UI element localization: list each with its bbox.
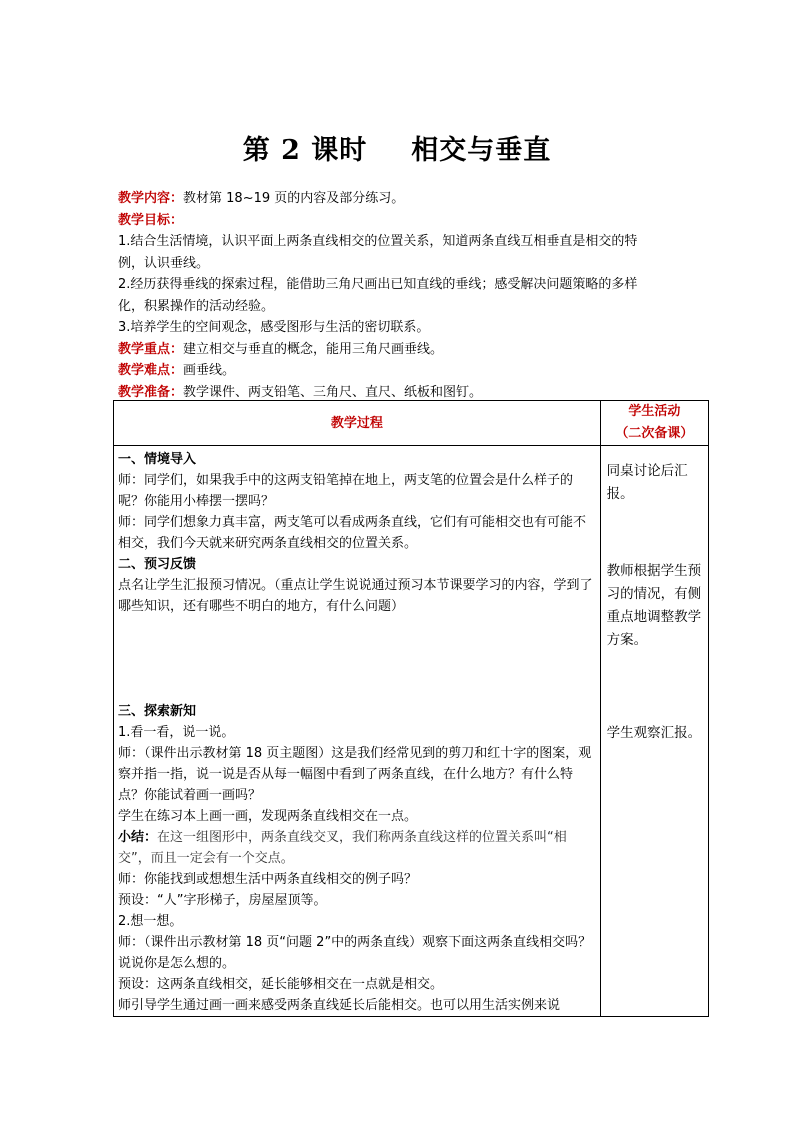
side-note-2: 教师根据学生预习的情况，有侧重点地调整教学方案。	[606, 563, 702, 648]
difficulty-text: 画垂线。	[183, 363, 236, 378]
goal-1-line-1: 1.结合生活情境，认识平面上两条直线相交的位置关系，知道两条直线互相垂直是相交的特	[118, 234, 638, 249]
header-student-activity	[600, 401, 708, 446]
goals-row	[118, 210, 698, 232]
header-teaching-process: 教学过程	[114, 401, 601, 446]
lesson-topic: 相交与垂直	[411, 135, 552, 166]
page-title	[0, 128, 794, 167]
table-body-row	[114, 446, 709, 1017]
section-3-summary	[118, 827, 596, 869]
section-1-paragraph-1: 师：同学们，如果我手中的这两支铅笔掉在地上，两支笔的位置会是什么样子的呢？你能用小棒摆一摆吗？	[118, 473, 574, 509]
content-label: 教学内容：	[118, 191, 184, 206]
section-3-paragraph-3: 学生在练习本上画一画，发现两条直线相交在一点。	[118, 809, 418, 824]
section-3-paragraph-7: 师：（课件出示教材第 18 页“问题 2”中的两条直线）观察下面这两条直线相交吗？说说你是怎么想的。	[118, 935, 592, 971]
difficulty-label: 教学难点：	[118, 363, 184, 378]
goals-label: 教学目标：	[118, 212, 184, 228]
section-3-paragraph-5: 预设：“人”字形梯子，房屋屋顶等。	[118, 893, 327, 908]
section-3-paragraph-1: 1.看一看，说一说。	[118, 725, 235, 740]
student-activity-cell	[600, 446, 708, 1017]
goal-2-line-1: 2.经历获得垂线的探索过程，能借助三角尺画出已知直线的垂线；感受解决问题策略的多样	[118, 277, 638, 292]
header-side-line-2: （二次备课）	[615, 426, 694, 441]
side-note-3: 学生观察汇报。	[606, 725, 702, 741]
section-3-paragraph-2: 师：（课件出示教材第 18 页主题图）这是我们经常见到的剪刀和红十字的图案，观察并指一指，说一说是否从每一幅图中看到了两条直线，在什么地方？有什么特点？你能试着画一画吗？	[118, 746, 592, 803]
lesson-number: 第 2 课时	[242, 135, 368, 166]
header-side-line-1: 学生活动	[628, 404, 681, 419]
key-text: 建立相交与垂直的概念，能用三角尺画垂线。	[183, 341, 444, 357]
section-3-paragraph-4: 师：你能找到或想想生活中两条直线相交的例子吗？	[118, 872, 418, 887]
section-3-title: 三、探索新知	[118, 704, 197, 719]
summary-text: 在这一组图形中，两条直线交叉，我们称两条直线这样的位置关系叫“相交”，而且一定会有一个交点。	[118, 830, 567, 866]
teaching-process-cell	[114, 446, 601, 1017]
goal-1-line-2: 例，认识垂线。	[118, 255, 210, 271]
summary-label: 小结：	[118, 830, 158, 845]
content-text: 教材第 18~19 页的内容及部分练习。	[183, 191, 405, 206]
section-3-paragraph-6: 2.想一想。	[118, 914, 183, 929]
goal-3: 3.培养学生的空间观念，感受图形与生活的密切联系。	[118, 320, 430, 335]
content-row	[118, 188, 698, 210]
prep-text: 教学课件、两支铅笔、三角尺、直尺、纸板和图钉。	[183, 384, 483, 400]
side-note-1: 同桌讨论后汇报。	[606, 463, 688, 502]
section-3-paragraph-8: 预设：这两条直线相交，延长能够相交在一点就是相交。	[118, 977, 444, 992]
key-label: 教学重点：	[118, 341, 184, 357]
blank-space	[118, 617, 596, 701]
goal-2-line-2: 化，积累操作的活动经验。	[118, 298, 275, 314]
section-2-title: 二、预习反馈	[118, 557, 197, 572]
section-1-title: 一、情境导入	[118, 452, 197, 467]
prep-label: 教学准备：	[118, 384, 184, 400]
key-row	[118, 339, 698, 361]
table-header-row	[114, 401, 709, 446]
section-3-paragraph-9: 师引导学生通过画一画来感受两条直线延长后能相交。也可以用生活实例来说	[118, 998, 561, 1013]
section-1-paragraph-2: 师：同学们想象力真丰富，两支笔可以看成两条直线，它们有可能相交也有可能不相交，我们今天就来研究两条直线相交的位置关系。	[118, 515, 587, 551]
lesson-table	[113, 400, 709, 1017]
difficulty-row	[118, 360, 698, 382]
section-2-paragraph-1: 点名让学生汇报预习情况。（重点让学生说说通过预习本节课要学习的内容，学到了哪些知识，还有哪些不明白的地方，有什么问题）	[118, 578, 593, 614]
lesson-meta	[118, 188, 698, 403]
